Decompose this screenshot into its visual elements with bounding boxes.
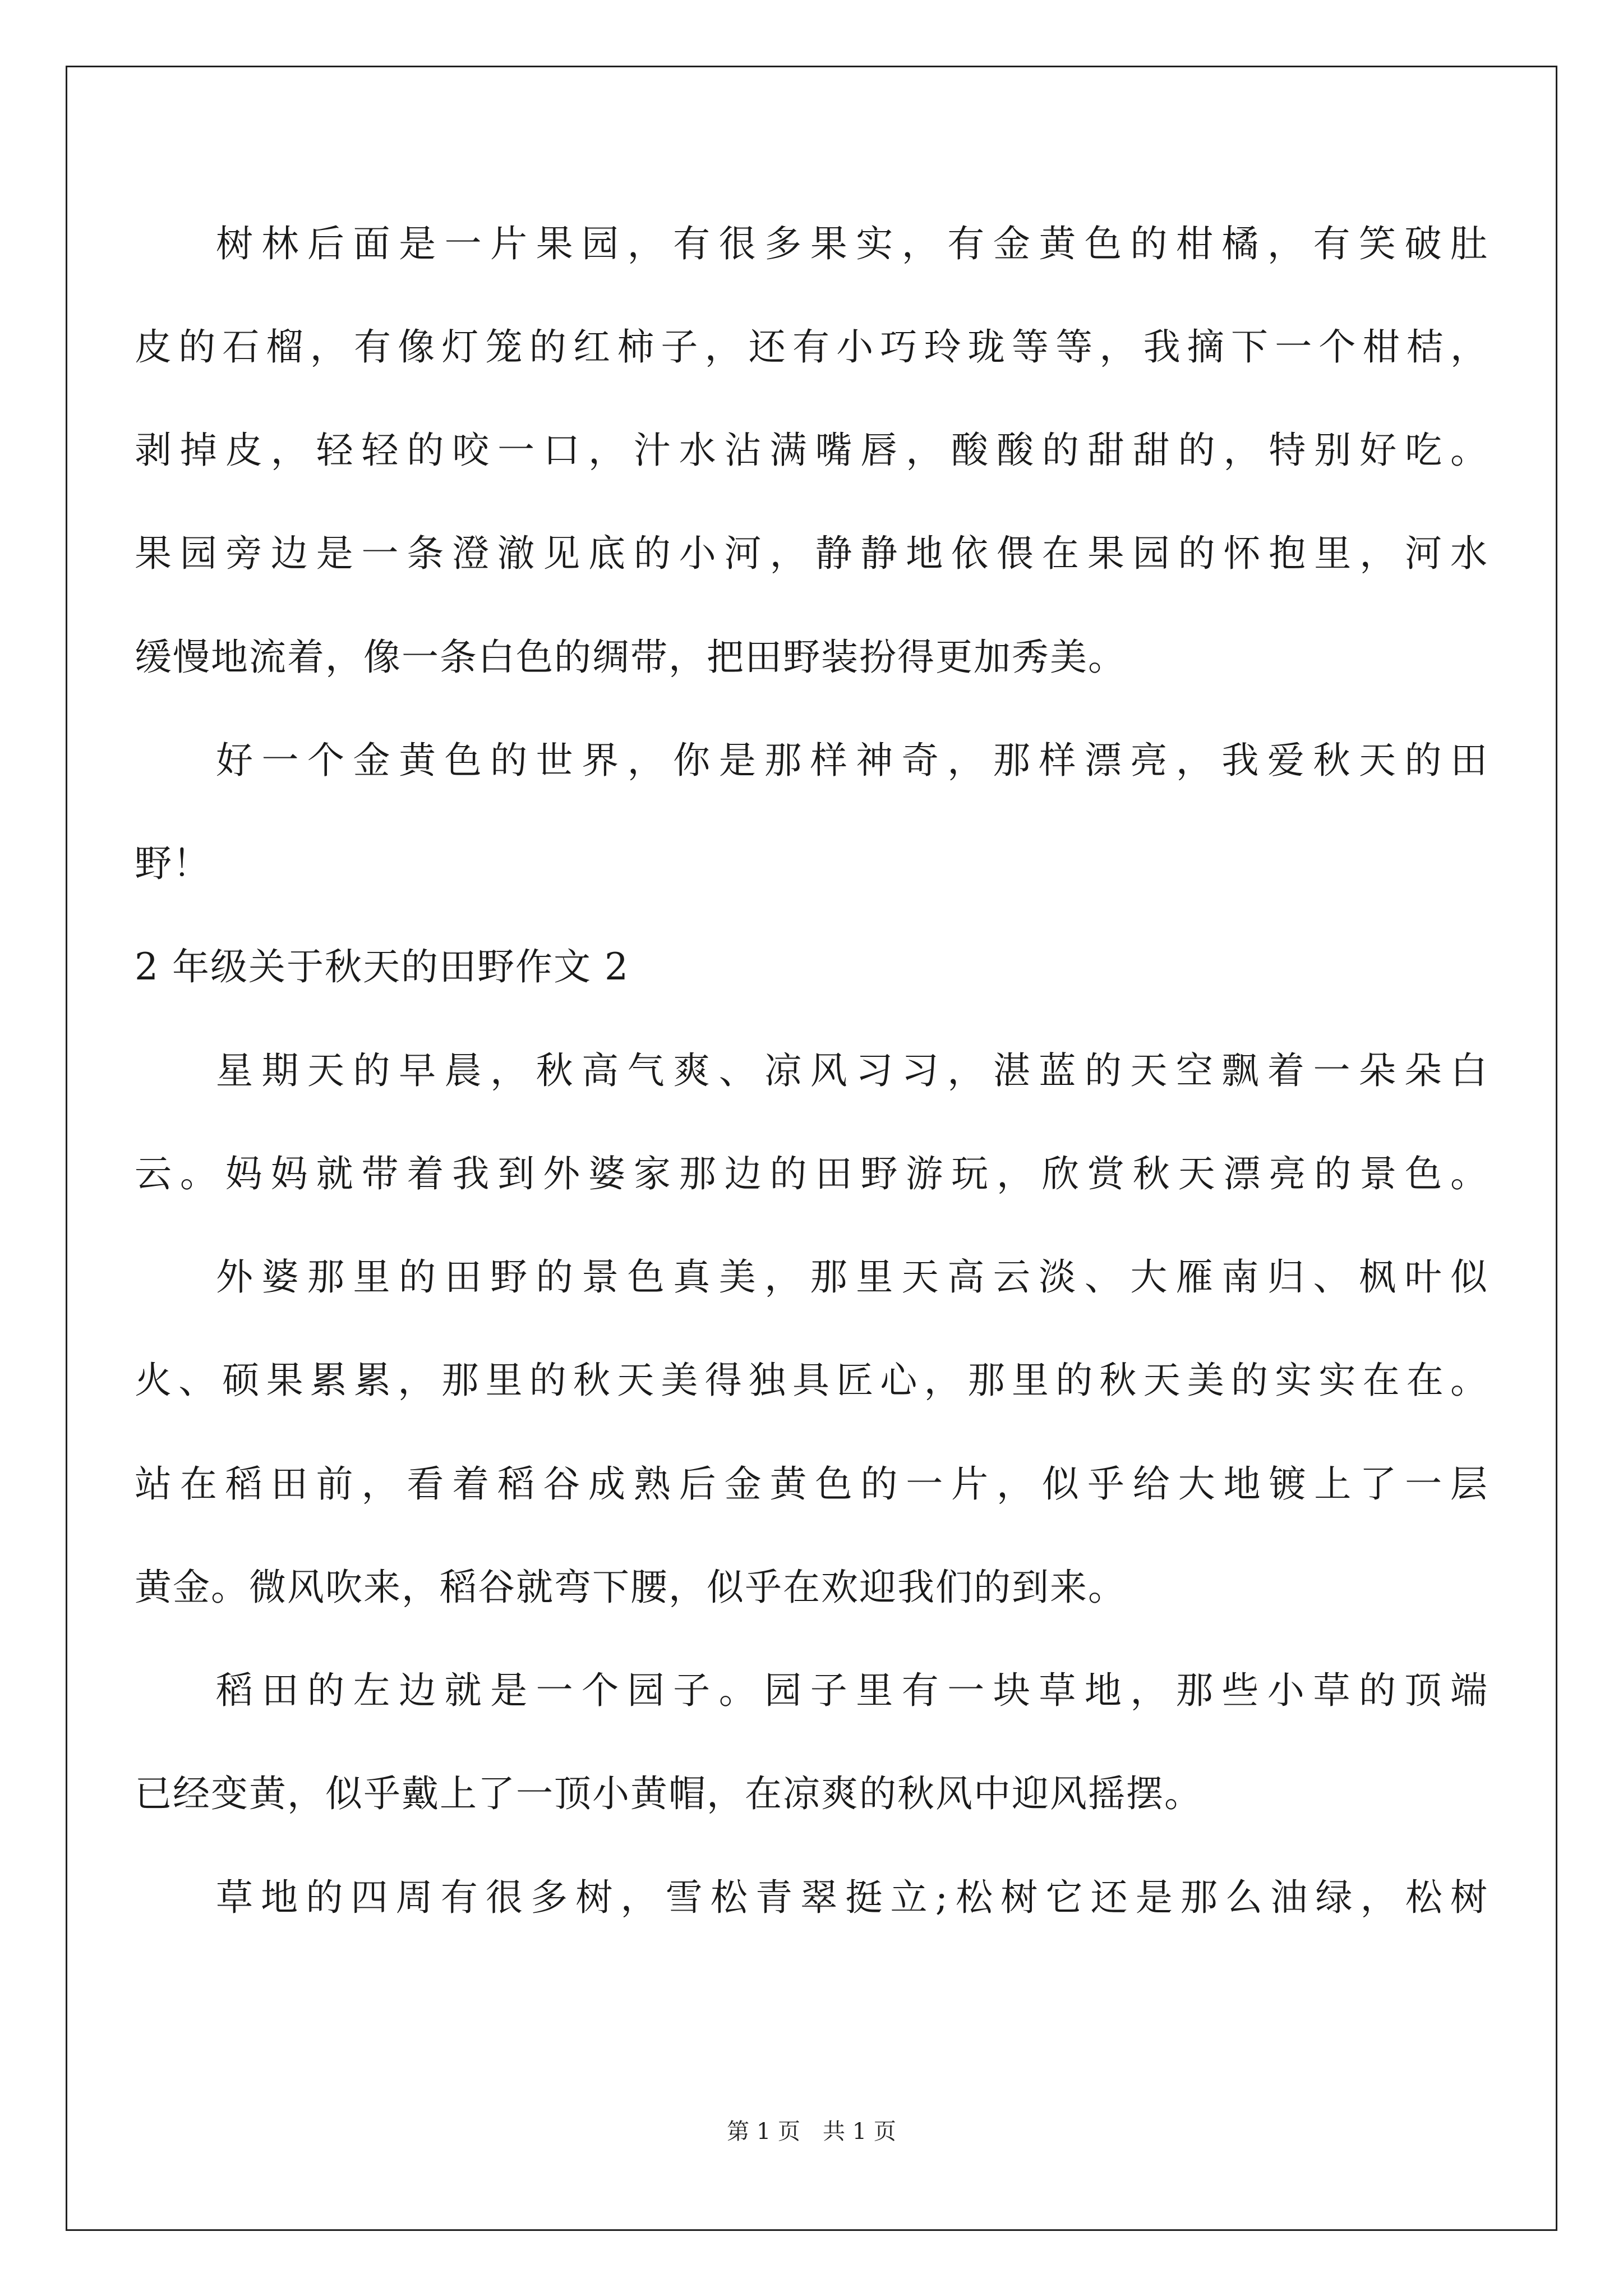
text-line: 外婆那里的田野的景色真美，那里天高云淡、大雁南归、枫叶似 bbox=[216, 1255, 1488, 1299]
text-line: 火、硕果累累，那里的秋天美得独具匠心，那里的秋天美的实实在在。 bbox=[135, 1359, 1488, 1402]
page-total: 共 1 页 bbox=[823, 2119, 896, 2145]
page-footer bbox=[0, 2115, 1623, 2148]
text-line: 果园旁边是一条澄澈见底的小河，静静地依偎在果园的怀抱里，河水 bbox=[135, 532, 1488, 575]
text-line: 黄金。微风吹来，稻谷就弯下腰，似乎在欢迎我们的到来。 bbox=[135, 1566, 1126, 1609]
text-line: 剥掉皮，轻轻的咬一口，汁水沾满嘴唇，酸酸的甜甜的，特别好吃。 bbox=[135, 429, 1488, 472]
text-line: 稻田的左边就是一个园子。园子里有一块草地，那些小草的顶端 bbox=[216, 1669, 1488, 1712]
section-heading: 2 年级关于秋天的田野作文 2 bbox=[135, 945, 629, 988]
text-line: 草地的四周有很多树，雪松青翠挺立;松树它还是那么油绿，松树 bbox=[216, 1876, 1488, 1919]
text-line: 野！ bbox=[135, 842, 211, 885]
page-number: 第 1 页 bbox=[727, 2119, 800, 2145]
text-line: 站在稻田前，看着稻谷成熟后金黄色的一片，似乎给大地镀上了一层 bbox=[135, 1462, 1488, 1506]
text-line: 皮的石榴，有像灯笼的红柿子，还有小巧玲珑等等，我摘下一个柑桔， bbox=[135, 325, 1488, 369]
text-line: 缓慢地流着，像一条白色的绸带，把田野装扮得更加秀美。 bbox=[135, 636, 1126, 679]
text-line: 好一个金黄色的世界，你是那样神奇，那样漂亮，我爱秋天的田 bbox=[216, 739, 1488, 782]
text-line: 树林后面是一片果园，有很多果实，有金黄色的柑橘，有笑破肚 bbox=[216, 222, 1488, 265]
text-line: 星期天的早晨，秋高气爽、凉风习习，湛蓝的天空飘着一朵朵白 bbox=[216, 1049, 1488, 1092]
text-line: 云。妈妈就带着我到外婆家那边的田野游玩，欣赏秋天漂亮的景色。 bbox=[135, 1152, 1488, 1195]
text-line: 已经变黄，似乎戴上了一顶小黄帽，在凉爽的秋风中迎风摇摆。 bbox=[135, 1772, 1202, 1815]
